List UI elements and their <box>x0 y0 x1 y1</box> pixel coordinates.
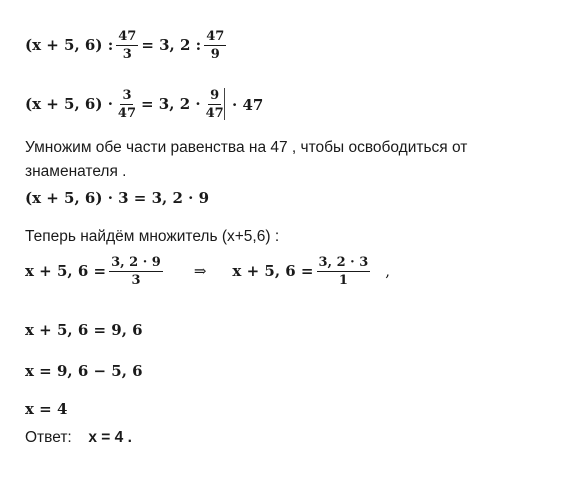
explanation-text-2: Теперь найдём множитель (x+5,6) : <box>25 228 280 245</box>
eq4-fraction-1 <box>109 255 163 288</box>
eq1-f1-denominator: 3 <box>122 46 132 62</box>
equation-line-4 <box>25 252 390 290</box>
eq2-f1-denominator: 47 <box>117 105 137 121</box>
eq1-fraction-1 <box>116 29 138 62</box>
eq4-f2-denominator: 1 <box>338 272 348 288</box>
eq2-fraction-1 <box>116 88 138 121</box>
answer <box>25 429 132 447</box>
eq2-mid: = 3, 2 · <box>141 95 201 113</box>
eq1-fraction-2 <box>204 29 226 62</box>
eq2-f2-denominator: 47 <box>205 105 224 121</box>
answer-value: x = 4 . <box>88 429 132 446</box>
equation-line-7: x = 4 <box>25 400 68 418</box>
implies-arrow: ⇒ <box>193 262 207 280</box>
eq4-f2-numerator: 3, 2 · 3 <box>318 254 369 270</box>
eq2-lhs: (x + 5, 6) · <box>25 95 113 113</box>
explanation-text-1-row-1: Умножим обе части равенства на 47 , чтобы освободиться от <box>25 139 468 156</box>
eq4-f1-denominator: 3 <box>131 272 141 288</box>
explanation-text-1-row-2: знаменателя . <box>25 163 127 180</box>
eq1-mid: = 3, 2 : <box>141 36 202 54</box>
eq1-lhs: (x + 5, 6) : <box>25 36 114 54</box>
eq2-multiplier: · 47 <box>232 96 264 114</box>
equation-line-6: x = 9, 6 − 5, 6 <box>25 362 143 380</box>
answer-label: Ответ: <box>25 429 72 446</box>
multiply-divider <box>224 88 225 120</box>
eq2-f2-numerator: 9 <box>210 87 220 103</box>
equation-line-2 <box>25 87 229 121</box>
eq4-f1-numerator: 3, 2 · 9 <box>111 254 161 270</box>
equation-line-5: x + 5, 6 = 9, 6 <box>25 321 143 339</box>
equation-line-1 <box>25 28 229 62</box>
eq2-f1-numerator: 3 <box>122 87 132 103</box>
eq4-lhs-1: x + 5, 6 = <box>25 262 107 280</box>
eq4-fraction-2 <box>317 255 371 288</box>
eq1-f1-numerator: 47 <box>118 28 137 44</box>
eq4-comma: , <box>385 262 391 280</box>
equation-line-3: (x + 5, 6) · 3 = 3, 2 · 9 <box>25 189 210 207</box>
eq1-f2-numerator: 47 <box>206 28 225 44</box>
eq4-lhs-2: x + 5, 6 = <box>232 262 314 280</box>
eq1-f2-denominator: 9 <box>210 46 220 62</box>
eq2-fraction-2 <box>204 88 226 121</box>
